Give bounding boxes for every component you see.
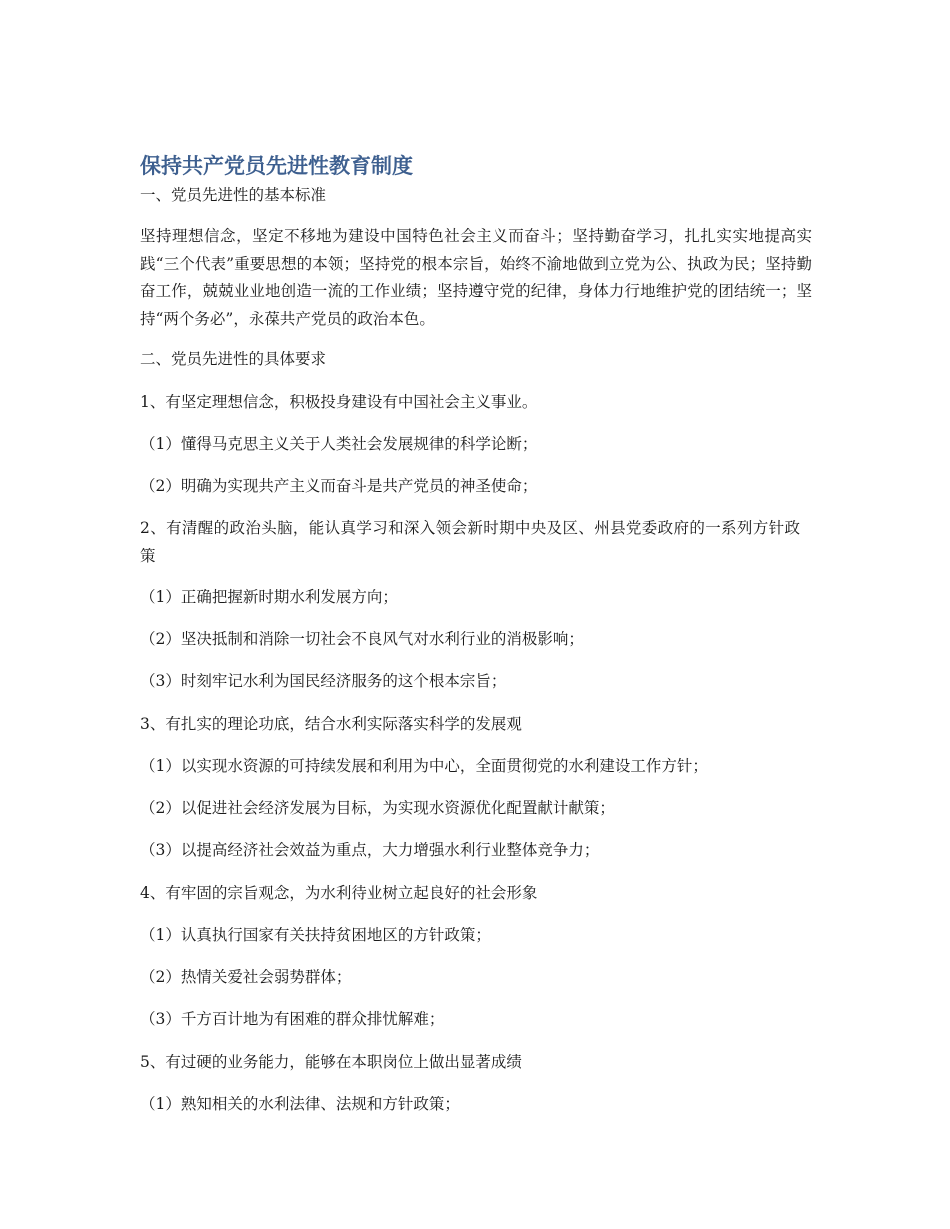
requirement-2-item-1: （1）正确把握新时期水利发展方向；: [140, 588, 398, 606]
section1-body: 坚持理想信念，坚定不移地为建设中国特色社会主义而奋斗；坚持勤奋学习，扎扎实实地提高实践“三个代表”重要思想的本领；坚持党的根本宗旨，始终不渝地做到立党为公、执政为民；坚持勤奋工作，兢兢业业地创造一流的工作业绩；坚持遵守党的纪律，身体力行地维护党的团结统一；坚持“两个务必”，永葆共产党员的政治本色。: [140, 227, 812, 328]
requirement-1-item-2: （2）明确为实现共产主义而奋斗是共产党员的神圣使命；: [140, 477, 538, 495]
requirement-2-item-2: （2）坚决抵制和消除一切社会不良风气对水利行业的消极影响；: [140, 630, 584, 648]
requirement-3-item-1: （1）以实现水资源的可持续发展和利用为中心，全面贯彻党的水利建设工作方针；: [140, 757, 708, 775]
requirement-2-item-3: （3）时刻牢记水利为国民经济服务的这个根本宗旨；: [140, 672, 507, 690]
requirement-4-item-2: （2）热情关爱社会弱势群体；: [140, 968, 352, 986]
section1-heading: 一、党员先进性的基本标准: [140, 186, 327, 204]
requirement-3-item-2: （2）以促进社会经济发展为目标，为实现水资源优化配置献计献策；: [140, 799, 615, 817]
requirement-3-item-3: （3）以提高经济社会效益为重点，大力增强水利行业整体竞争力；: [140, 841, 600, 859]
document-title: 保持共产党员先进性教育制度: [140, 154, 413, 178]
requirement-4-item-3: （3）千方百计地为有困难的群众排忧解难；: [140, 1010, 445, 1028]
requirement-1-item-1: （1）懂得马克思主义关于人类社会发展规律的科学论断；: [140, 435, 538, 453]
section2-heading: 二、党员先进性的具体要求: [140, 350, 327, 368]
requirement-1: 1、有坚定理想信念，积极投身建设有中国社会主义事业。: [140, 393, 538, 411]
requirement-5: 5、有过硬的业务能力，能够在本职岗位上做出显著成绩: [140, 1053, 522, 1071]
requirement-4: 4、有牢固的宗旨观念，为水利待业树立起良好的社会形象: [140, 884, 538, 902]
requirement-4-item-1: （1）认真执行国家有关扶持贫困地区的方针政策；: [140, 926, 491, 944]
requirement-3: 3、有扎实的理论功底，结合水利实际落实科学的发展观: [140, 715, 522, 733]
requirement-2: 2、有清醒的政治头脑，能认真学习和深入领会新时期中央及区、州县党委政府的一系列方针政策: [140, 519, 800, 565]
requirement-5-item-1: （1）熟知相关的水利法律、法规和方针政策；: [140, 1095, 460, 1113]
